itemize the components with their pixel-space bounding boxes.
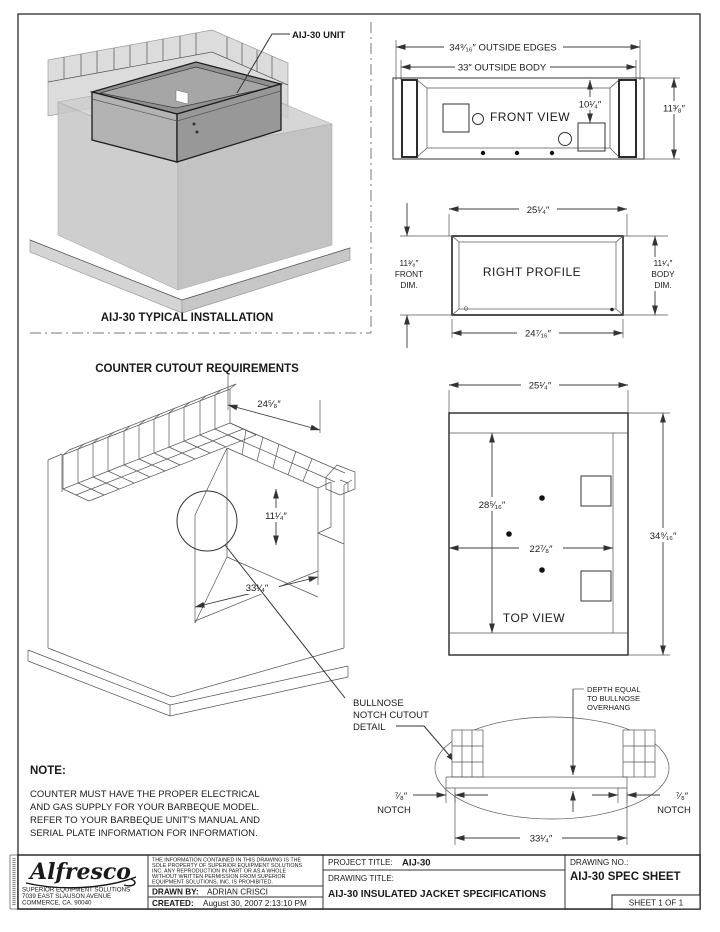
outlet-box <box>578 123 605 151</box>
top-view <box>449 379 686 655</box>
dim-notch-width: 33¹⁄₄″ <box>529 833 553 845</box>
notch-word-left: NOTCH <box>377 805 411 816</box>
dim-top-view-width: 25¹⁄₄″ <box>528 380 552 392</box>
company-line-2: 7039 EAST SLAUSON AVENUE <box>22 893 112 900</box>
bullnose-detail <box>353 685 691 845</box>
dim-front-dim-value: 11³⁄₈″ <box>399 259 419 268</box>
note-line-1: COUNTER MUST HAVE THE PROPER ELECTRICAL <box>30 789 260 800</box>
dim-front-dim-word2: DIM. <box>400 281 418 290</box>
note-line-4: SERIAL PLATE INFORMATION FOR INFORMATION. <box>30 828 258 839</box>
notch-word-right: NOTCH <box>657 805 691 816</box>
bullnose-label-1: BULLNOSE <box>353 698 404 709</box>
front-hole-left <box>473 114 484 125</box>
drawing-no-value: AIJ-30 SPEC SHEET <box>570 871 681 883</box>
dim-counter-width: 33¹⁄₄″ <box>245 583 269 594</box>
dim-counter-height: 11¹⁄₄″ <box>265 511 287 522</box>
mount-box-lower <box>581 571 611 601</box>
disclaimer-line-3: INC. ANY REPRODUCTION IN PART OR AS A WHOLE <box>152 868 287 875</box>
dim-body-dim-value: 11¹⁄₄″ <box>653 259 673 268</box>
front-view-title: FRONT VIEW <box>489 110 571 124</box>
detail-circle <box>177 491 237 551</box>
bullnose-label-3: DETAIL <box>353 722 386 733</box>
dim-profile-top: 25¹⁄₄″ <box>526 205 550 216</box>
dim-counter-depth: 24⁵⁄₈″ <box>257 399 281 410</box>
installation-view <box>30 30 350 324</box>
company-line-1: SUPERIOR EQUIPMENT SOLUTIONS <box>22 886 131 894</box>
title-block <box>10 855 700 909</box>
sheet-number: SHEET 1 OF 1 <box>628 898 684 908</box>
disclaimer-line-5: EQUIPMENT SOLUTIONS, INC. IS PROHIBITED. <box>152 879 273 886</box>
notch-value-left: ⁷⁄₈″ <box>394 791 408 802</box>
dim-opening: 10¹⁄₄″ <box>578 99 602 111</box>
disclaimer-line-1: THE INFORMATION CONTAINED IN THIS DRAWING IS THE <box>152 857 302 864</box>
depth-note-1: DEPTH EQUAL <box>587 685 641 694</box>
dim-top-inner-width: 22⁷⁄₈″ <box>529 544 553 555</box>
drawn-by-value: ADRIAN CRISCI <box>207 887 268 897</box>
left-flange <box>402 80 417 157</box>
project-title-value: AIJ-30 <box>402 857 431 869</box>
note-line-3: REFER TO YOUR BARBEQUE UNIT'S MANUAL AND <box>30 815 261 826</box>
right-flange <box>619 80 636 157</box>
counter-cutout-view <box>28 363 355 716</box>
brand-logo-text: Alfresco <box>30 859 131 885</box>
drawing-no-label: DRAWING NO.: <box>570 858 629 867</box>
project-title-label: PROJECT TITLE: <box>328 858 393 867</box>
dim-top-inner-height: 28⁵⁄₁₆″ <box>478 500 506 511</box>
depth-note-2: TO BULLNOSE <box>587 694 641 703</box>
installation-caption: AIJ-30 TYPICAL INSTALLATION <box>100 312 274 324</box>
depth-note-3: OVERHANG <box>587 703 631 712</box>
mount-box-upper <box>581 476 611 506</box>
note-line-2: AND GAS SUPPLY FOR YOUR BARBEQUE MODEL. <box>30 802 260 813</box>
right-profile-view <box>395 203 685 348</box>
front-view <box>393 40 690 159</box>
detail-leader-line <box>225 545 345 698</box>
right-profile-title: RIGHT PROFILE <box>482 265 582 279</box>
front-hole-right <box>559 133 572 146</box>
dim-front-dim-word1: FRONT <box>394 270 424 279</box>
company-line-3: COMMERCE, CA. 90040 <box>22 899 92 907</box>
dim-outside-body: 33″ OUTSIDE BODY <box>457 62 547 74</box>
dim-profile-bottom: 24⁷⁄₁₆″ <box>525 328 551 340</box>
dim-top-right-height: 34⁹⁄₁₆″ <box>649 531 677 542</box>
counter-iso-lines <box>28 384 355 716</box>
dim-body-dim-word2: DIM. <box>654 281 672 290</box>
unit-label: AIJ-30 UNIT <box>292 30 346 41</box>
drawn-by-label: DRAWN BY: <box>152 887 199 897</box>
counter-cutout-title: COUNTER CUTOUT REQUIREMENTS <box>95 363 299 375</box>
drawing-title-value: AIJ-30 INSULATED JACKET SPECIFICATIONS <box>328 889 546 900</box>
top-view-title: TOP VIEW <box>502 611 566 625</box>
notch-value-right: ⁷⁄₈″ <box>675 791 689 802</box>
disclaimer-line-4: WITHOUT WRITTEN PERMISSION FROM SUPERIOR <box>152 874 286 880</box>
disclaimer-line-2: SOLE PROPERTY OF SUPERIOR EQUIPMENT SOLUTIONS <box>152 863 303 869</box>
dim-outside-edges: 34⁹⁄₁₆″ OUTSIDE EDGES <box>449 42 557 54</box>
bullnose-label-2: NOTCH CUTOUT <box>353 710 429 721</box>
created-value: August 30, 2007 2:13:10 PM <box>203 899 307 908</box>
detail-pointer <box>396 726 455 762</box>
note-heading: NOTE: <box>30 765 66 777</box>
created-label: CREATED: <box>152 899 194 908</box>
dim-body-dim-word1: BODY <box>651 270 675 279</box>
dim-front-height: 11³⁄₈″ <box>663 103 685 115</box>
drawing-title-label: DRAWING TITLE: <box>328 874 394 883</box>
notch-tiles <box>446 730 655 803</box>
control-cutout <box>443 104 469 132</box>
note-block <box>30 765 260 839</box>
